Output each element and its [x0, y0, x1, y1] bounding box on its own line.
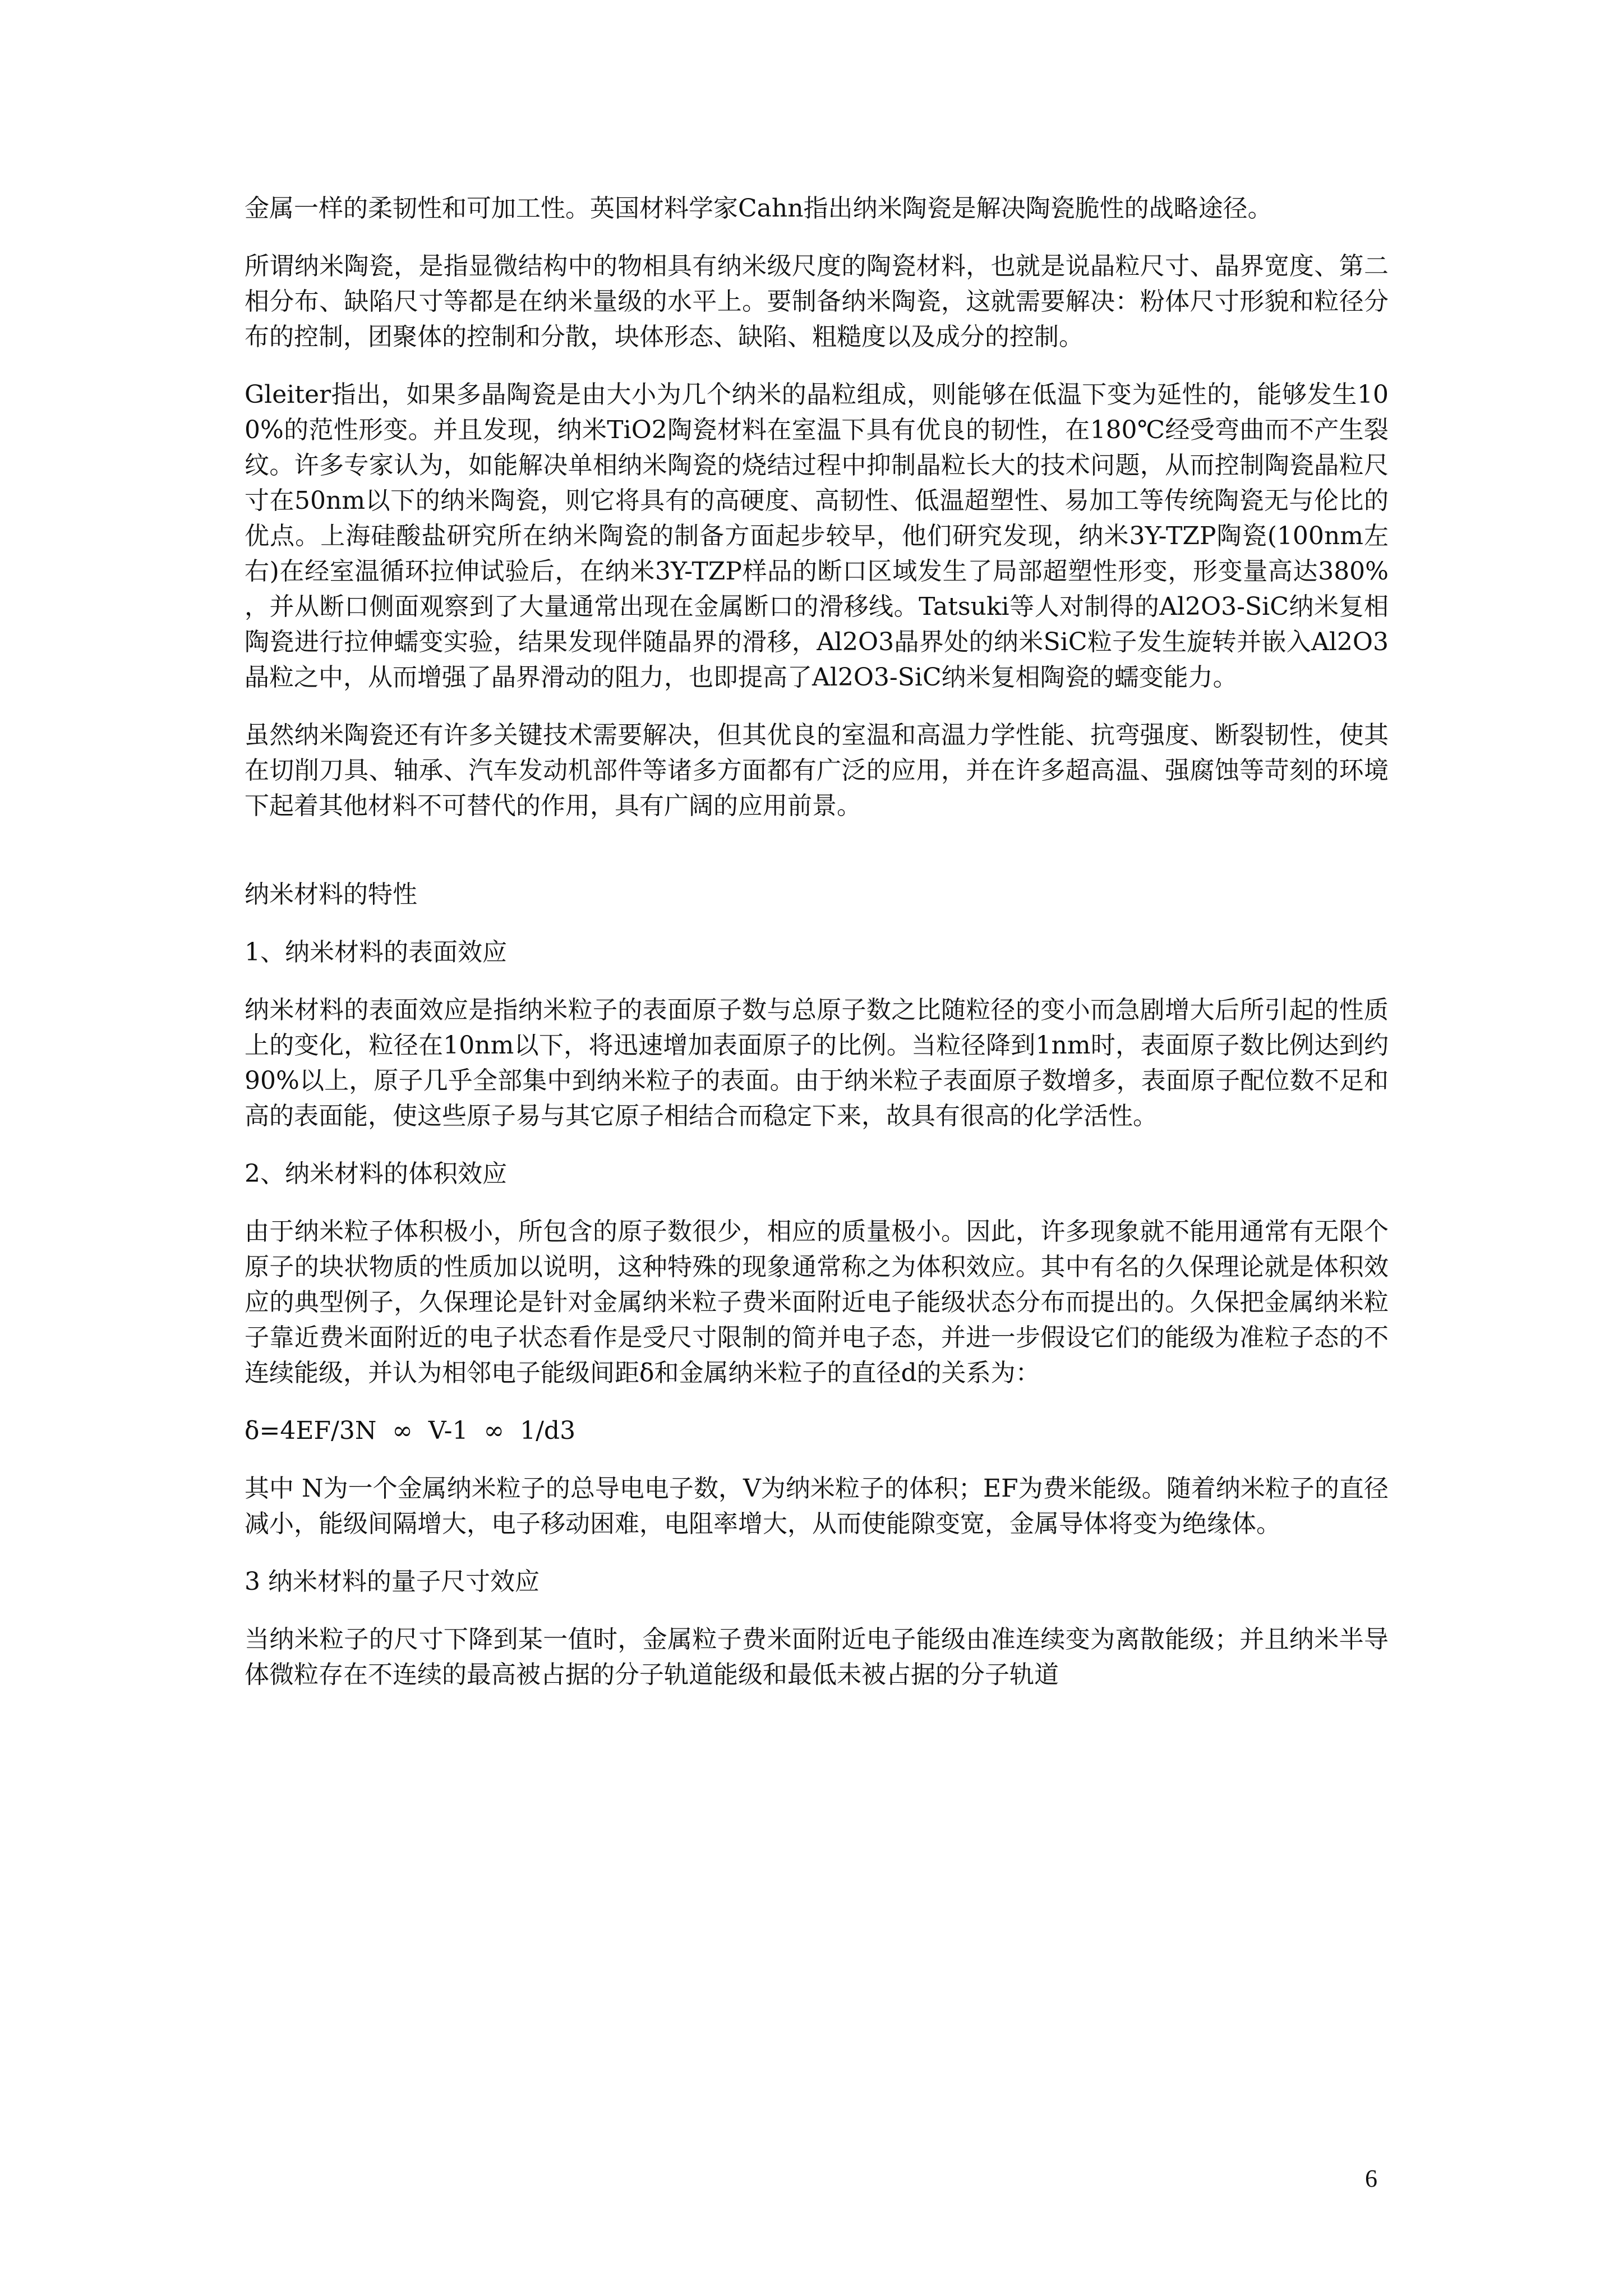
- paragraph-nano-ceramics-definition: 所谓纳米陶瓷，是指显微结构中的物相具有纳米级尺度的陶瓷材料，也就是说晶粒尺寸、晶界宽度、第二相分布、缺陷尺寸等都是在纳米量级的水平上。要制备纳米陶瓷，这就需要解决：粉体尺寸形貌和粒径分布的控制，团聚体的控制和分散，块体形态、缺陷、粗糙度以及成分的控制。: [245, 252, 1389, 351]
- kubo-formula: δ=4EF/3N ∞ V-1 ∞ 1/d3: [245, 1416, 576, 1445]
- heading-surface-effect: 1、纳米材料的表面效应: [245, 938, 507, 967]
- page-number: 6: [1365, 2165, 1377, 2192]
- paragraph-formula-explanation: 其中 N为一个金属纳米粒子的总导电电子数，V为纳米粒子的体积；EF为费米能级。随着纳米粒子的直径减小，能级间隔增大，电子移动困难，电阻率增大，从而使能隙变宽，金属导体将变为绝缘体。: [245, 1474, 1389, 1538]
- paragraph-nano-ceramics-intro: 金属一样的柔韧性和可加工性。英国材料学家Cahn指出纳米陶瓷是解决陶瓷脆性的战略途径。: [245, 194, 1272, 223]
- paragraph-quantum-size-effect: 当纳米粒子的尺寸下降到某一值时，金属粒子费米面附近电子能级由准连续变为离散能级；并且纳米半导体微粒存在不连续的最高被占据的分子轨道能级和最低未被占据的分子轨道: [245, 1625, 1389, 1689]
- heading-volume-effect: 2、纳米材料的体积效应: [245, 1159, 507, 1188]
- section-title-properties: 纳米材料的特性: [245, 880, 417, 909]
- paragraph-gleiter-research: Gleiter指出，如果多晶陶瓷是由大小为几个纳米的晶粒组成，则能够在低温下变为延性的，能够发生100%的范性形变。并且发现，纳米TiO2陶瓷材料在室温下具有优良的韧性，在180℃经受弯曲而不产生裂纹。许多专家认为，如能解决单相纳米陶瓷的烧结过程中抑制晶粒长大的技术问题，从而控制陶瓷晶粒尺寸在50nm以下的纳米陶瓷，则它将具有的高硬度、高韧性、低温超塑性、易加工等传统陶瓷无与伦比的优点。上海硅酸盐研究所在纳米陶瓷的制备方面起步较早，他们研究发现，纳米3Y-TZP陶瓷(100nm左右)在经室温循环拉伸试验后，在纳米3Y-TZP样品的断口区域发生了局部超塑性形变，形变量高达380%，并从断口侧面观察到了大量通常出现在金属断口的滑移线。Tatsuki等人对制得的Al2O3-SiC纳米复相陶瓷进行拉伸蠕变实验，结果发现伴随晶界的滑移，Al2O3晶界处的纳米SiC粒子发生旋转并嵌入Al2O3晶粒之中，从而增强了晶界滑动的阻力，也即提高了Al2O3-SiC纳米复相陶瓷的蠕变能力。: [245, 380, 1389, 692]
- heading-quantum-size-effect: 3 纳米材料的量子尺寸效应: [245, 1567, 540, 1596]
- paragraph-applications: 虽然纳米陶瓷还有许多关键技术需要解决，但其优良的室温和高温力学性能、抗弯强度、断裂韧性，使其在切削刀具、轴承、汽车发动机部件等诸多方面都有广泛的应用，并在许多超高温、强腐蚀等苛刻的环境下起着其他材料不可替代的作用，具有广阔的应用前景。: [245, 721, 1389, 820]
- document-body: [245, 191, 1389, 1715]
- paragraph-surface-effect: 纳米材料的表面效应是指纳米粒子的表面原子数与总原子数之比随粒径的变小而急剧增大后所引起的性质上的变化，粒径在10nm以下，将迅速增加表面原子的比例。当粒径降到1nm时，表面原子数比例达到约90%以上，原子几乎全部集中到纳米粒子的表面。由于纳米粒子表面原子数增多，表面原子配位数不足和高的表面能，使这些原子易与其它原子相结合而稳定下来，故具有很高的化学活性。: [245, 996, 1389, 1130]
- paragraph-volume-effect: 由于纳米粒子体积极小，所包含的原子数很少，相应的质量极小。因此，许多现象就不能用通常有无限个原子的块状物质的性质加以说明，这种特殊的现象通常称之为体积效应。其中有名的久保理论就是体积效应的典型例子，久保理论是针对金属纳米粒子费米面附近电子能级状态分布而提出的。久保把金属纳米粒子靠近费米面附近的电子状态看作是受尺寸限制的简并电子态，并进一步假设它们的能级为准粒子态的不连续能级，并认为相邻电子能级间距δ和金属纳米粒子的直径d的关系为：: [245, 1217, 1389, 1387]
